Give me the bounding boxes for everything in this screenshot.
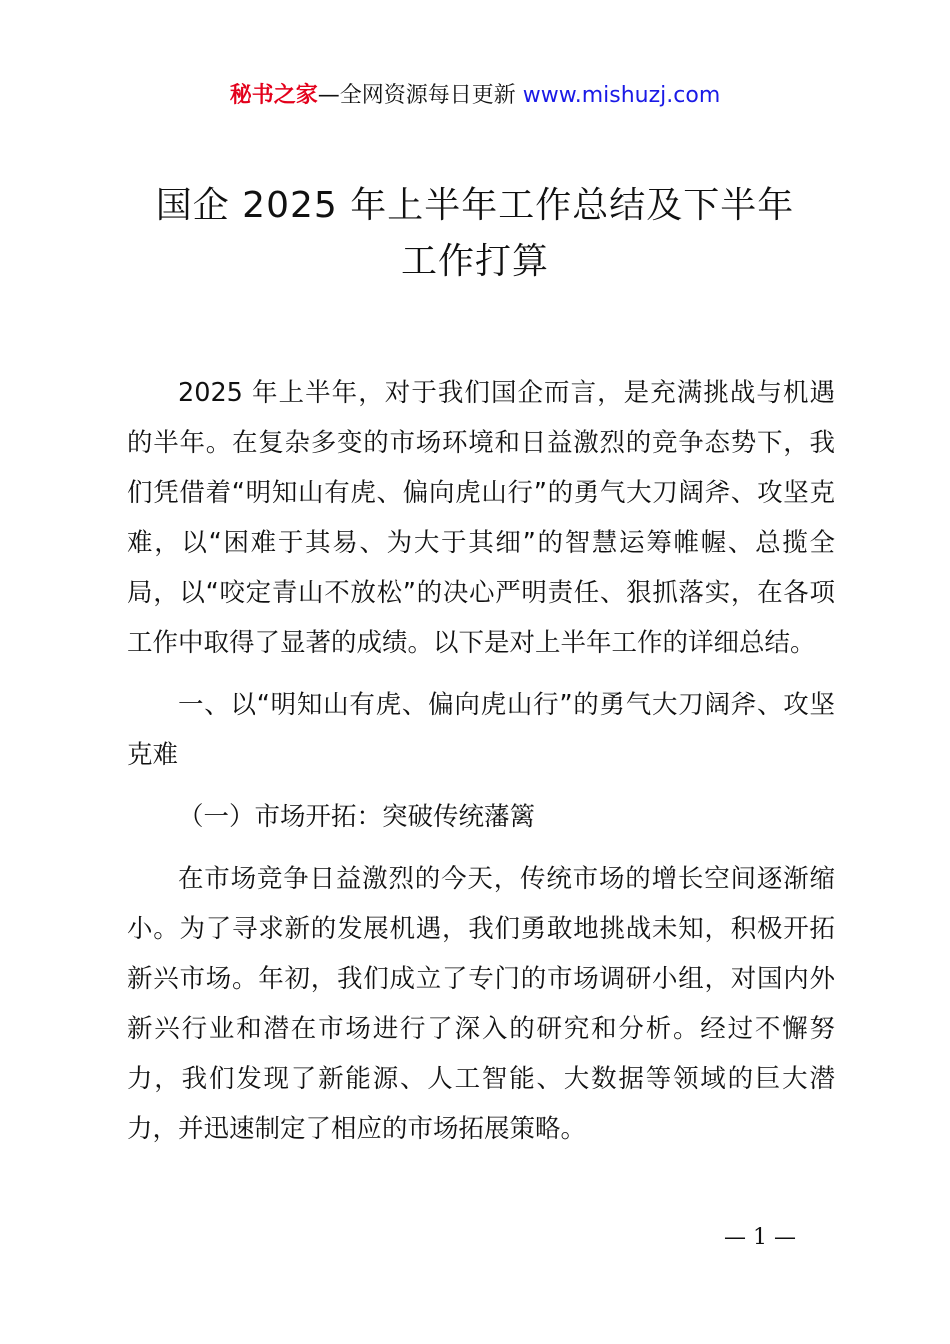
site-header [0,80,950,112]
title-line-1: 国企 2025 年上半年工作总结及下半年 [155,185,795,226]
intro-paragraph: 2025 年上半年，对于我们国企而言，是充满挑战与机遇的半年。在复杂多变的市场环境和日益激烈的竞争态势下，我们凭借着“明知山有虎、偏向虎山行”的勇气大刀阔斧、攻坚克难，以“困难于其易、为大于其细”的智慧运筹帷幄、总揽全局，以“咬定青山不放松”的决心严明责任、狠抓落实，在各项工作中取得了显著的成绩。以下是对上半年工作的详细总结。 [127,378,835,658]
brand-name: 秘书之家 [229,83,318,108]
header-slogan: —全网资源每日更新 [317,83,516,108]
title-line-2: 工作打算 [400,241,549,282]
document-title [0,178,950,290]
website-link[interactable]: www.mishuzj.com [515,83,721,108]
page-number: — 1 — [724,1225,796,1250]
subsection-heading-1: （一）市场开拓：突破传统藩篱 [178,802,536,832]
document-body [127,368,835,1166]
body-paragraph: 在市场竞争日益激烈的今天，传统市场的增长空间逐渐缩小。为了寻求新的发展机遇，我们勇敢地挑战未知，积极开拓新兴市场。年初，我们成立了专门的市场调研小组，对国内外新兴行业和潜在市场进行了深入的研究和分析。经过不懈努力，我们发现了新能源、人工智能、大数据等领域的巨大潜力，并迅速制定了相应的市场拓展策略。 [127,864,835,1144]
section-heading-1: 一、以“明知山有虎、偏向虎山行”的勇气大刀阔斧、攻坚克难 [127,690,835,770]
